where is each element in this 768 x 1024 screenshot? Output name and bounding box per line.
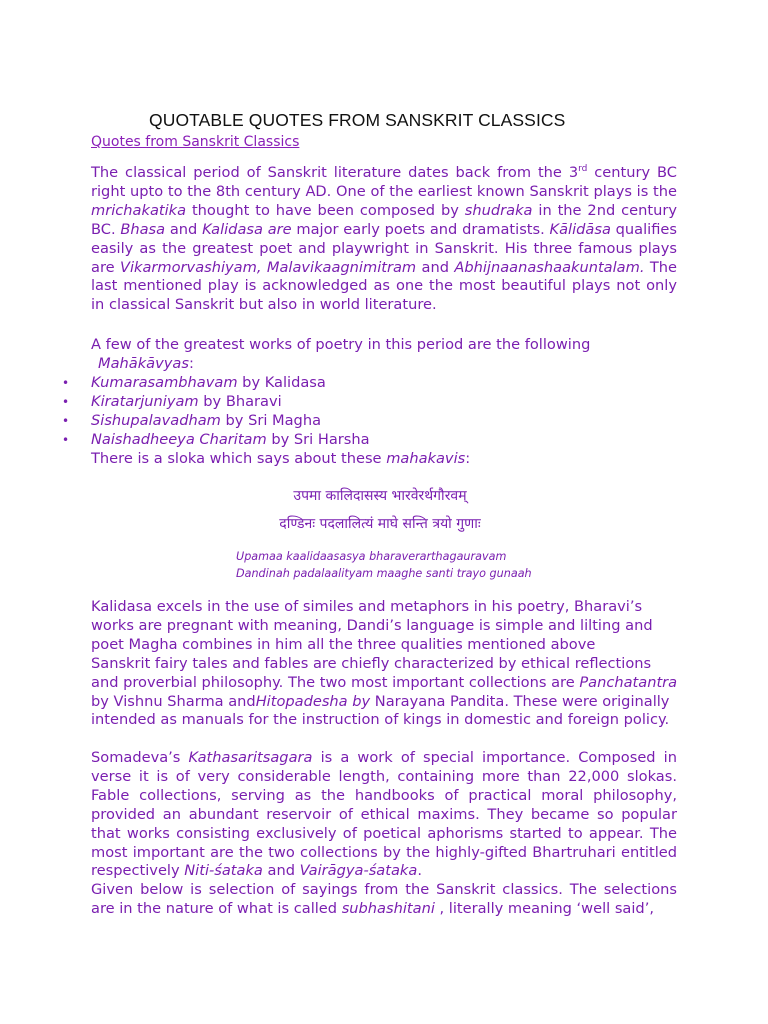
bullet-icon: • — [62, 394, 70, 409]
text-run: 3 — [568, 164, 579, 181]
text-run: . — [417, 862, 422, 880]
superscript: rd — [578, 164, 588, 175]
text-run: Given below is selection of sayings from the Sanskrit classics. The selections are in the nature of what is called — [91, 881, 677, 918]
subtitle-link[interactable]: Quotes from Sanskrit Classics — [91, 134, 300, 150]
body-section — [91, 598, 681, 730]
text-run: qualifies easily as the greatest poet and playwright in Sanskrit. His three famous plays are — [91, 220, 677, 276]
italic-term: Kathasaritsagara — [188, 749, 313, 766]
text-line: A few of the greatest works of poetry in this period are the following — [91, 336, 591, 353]
italic-term: Mahākāvyas — [98, 354, 189, 372]
bullet-icon: • — [62, 432, 70, 447]
list-item — [60, 393, 680, 412]
text-run: and — [165, 220, 203, 238]
text-run: Somadeva’s — [91, 749, 189, 766]
italic-term: Kumarasambhavam — [91, 374, 238, 391]
italic-term: subhashitani — [341, 900, 435, 918]
italic-term: Niti-śataka — [184, 862, 263, 880]
text-run: There is a sloka which says about these — [91, 450, 387, 467]
italic-term: Naishadheeya Charitam — [91, 430, 267, 448]
italic-term: are — [267, 220, 292, 238]
document-title: QUOTABLE QUOTES FROM SANSKRIT CLASSICS — [149, 110, 566, 130]
text-run: by Sri Magha — [220, 411, 322, 429]
somadeva-paragraph — [91, 749, 677, 919]
list-item — [60, 412, 680, 431]
italic-term: Kiratarjuniyam — [91, 392, 199, 410]
italic-term: Hitopadesha by — [255, 692, 371, 710]
list-item — [60, 431, 680, 450]
sloka-devanagari-line-2: दण्डिनः पदलालित्यं माघे सन्ति त्रयो गुणाः — [279, 516, 481, 532]
text-run: Sanskrit fairy tales and fables are chiefly characterized by ethical reflections and proverbial philosophy. The two most important collections are — [91, 654, 652, 691]
text-run: is a work of special importance. Composed in verse it is of very considerable length, containing more than 22,000 slokas. Fable collections, serving as the handbooks of practical moral philosophy, provided an abundant reservoir of ethical maxims. They became so popular that works consisting exclusively of poetical aphorisms started to appear. The most important are the two collections by the highly-gifted Bhartruhari entitled respectively — [91, 749, 677, 880]
text-run: and — [262, 862, 300, 880]
bullet-icon: • — [62, 376, 70, 390]
text-run: by Bharavi — [198, 392, 282, 410]
italic-term: Kālidāsa — [549, 220, 611, 238]
intro-paragraph — [91, 164, 677, 315]
text-run: by Sri Harsha — [266, 430, 370, 448]
text-run: The classical period of Sanskrit literature dates back from the — [91, 164, 569, 181]
italic-term: mahakavis — [386, 450, 466, 467]
italic-term: shudraka — [464, 201, 533, 219]
sloka-transliteration-line-2: Dandinah padalaalityam maaghe santi trayo gunaah — [236, 567, 532, 580]
italic-term: Panchatantra — [579, 673, 678, 691]
text-run: and — [416, 258, 455, 276]
text-run: major early poets and dramatists. — [291, 220, 550, 238]
italic-term: Sishupalavadham — [91, 411, 221, 429]
mahakavya-list — [60, 374, 680, 450]
text-run: : — [188, 354, 194, 372]
italic-term: mrichakatika — [91, 201, 187, 219]
text-run: The last mentioned play is acknowledged as one the most beautiful plays not only in classical Sanskrit but also in world literature. — [91, 258, 677, 314]
text-run: by Kalidasa — [237, 374, 326, 391]
text-run: in the 2nd century BC. — [91, 201, 677, 238]
italic-term: Kalidasa — [202, 220, 263, 238]
text-run: Narayana Pandita. These were originally intended as manuals for the instruction of kings in domestic and foreign policy. — [91, 692, 670, 729]
italic-term: Vikarmorvashiyam, Malavikaagnimitram — [119, 258, 417, 276]
list-item — [60, 374, 680, 393]
italic-term: Abhijnaanashaakuntalam. — [454, 258, 645, 276]
text-run: thought to have been composed by — [186, 201, 465, 219]
kalidasa-paragraph: Kalidasa excels in the use of similes and metaphors in his poetry, Bharavi’s works are pregnant with meaning, Dandi’s language is simple and lilting and poet Magha combines in him all the three qualities mentioned above — [91, 598, 653, 653]
sloka-transliteration-line-1: Upamaa kaalidaasasya bharaverarthagauravam — [236, 550, 507, 563]
sloka-intro — [91, 450, 677, 469]
mahakavyas-intro — [91, 336, 677, 374]
fables-paragraph — [91, 655, 681, 731]
bullet-icon: • — [62, 413, 70, 428]
text-run: , literally meaning ‘well said’, — [434, 900, 654, 918]
text-run: by Vishnu Sharma and — [91, 692, 256, 710]
sloka-devanagari-line-1: उपमा कालिदासस्य भारवेरर्थगौरवम् — [293, 488, 467, 504]
italic-term: Vairāgya-śataka — [299, 862, 418, 880]
text-run: : — [465, 450, 471, 467]
italic-term: Bhasa — [120, 220, 166, 238]
text-run: century BC right upto to the 8th century AD. One of the earliest known Sanskrit plays is the — [91, 164, 677, 200]
